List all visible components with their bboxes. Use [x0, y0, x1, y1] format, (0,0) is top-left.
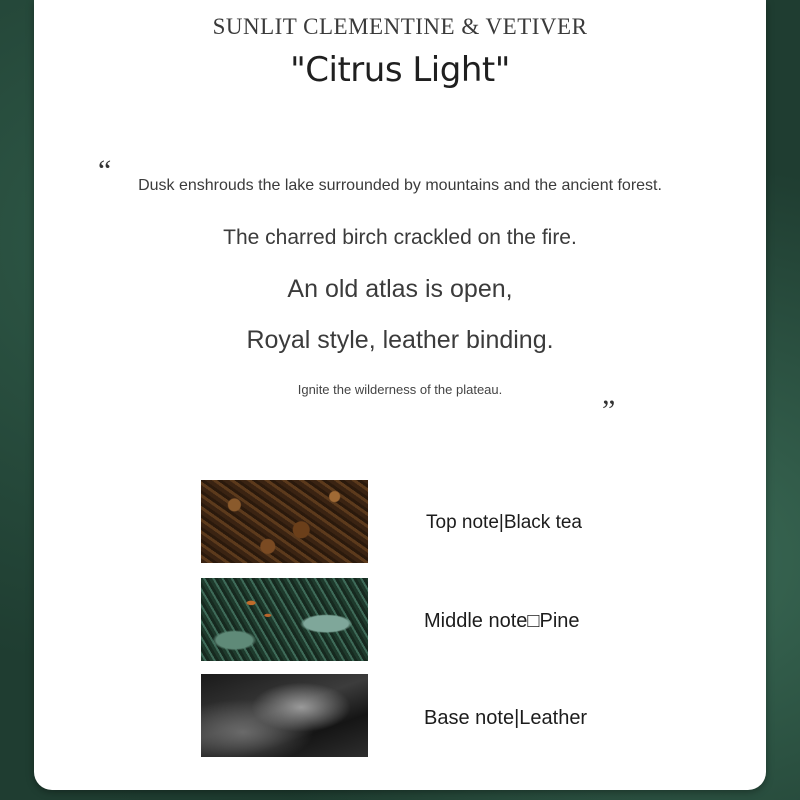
product-title: "Citrus Light" [290, 50, 510, 90]
middle-note-label: Middle note□Pine [424, 610, 580, 632]
poem-line-3: An old atlas is open, [287, 275, 513, 303]
open-quote-icon: “ [98, 154, 112, 187]
product-card [34, 0, 766, 790]
poem-line-2: The charred birch crackled on the fire. [223, 226, 577, 249]
black-tea-image [201, 480, 368, 563]
top-note-label: Top note|Black tea [426, 512, 582, 533]
brand-name: SUNLIT CLEMENTINE & VETIVER [212, 14, 588, 39]
base-note-label: Base note|Leather [424, 707, 588, 729]
close-quote-icon: ” [602, 394, 616, 427]
poem-line-4: Royal style, leather binding. [246, 326, 554, 354]
leather-image [201, 674, 368, 757]
pine-image [201, 578, 368, 661]
poem-line-5: Ignite the wilderness of the plateau. [297, 382, 503, 397]
poem-line-1: Dusk enshrouds the lake surrounded by mountains and the ancient forest. [138, 177, 662, 194]
